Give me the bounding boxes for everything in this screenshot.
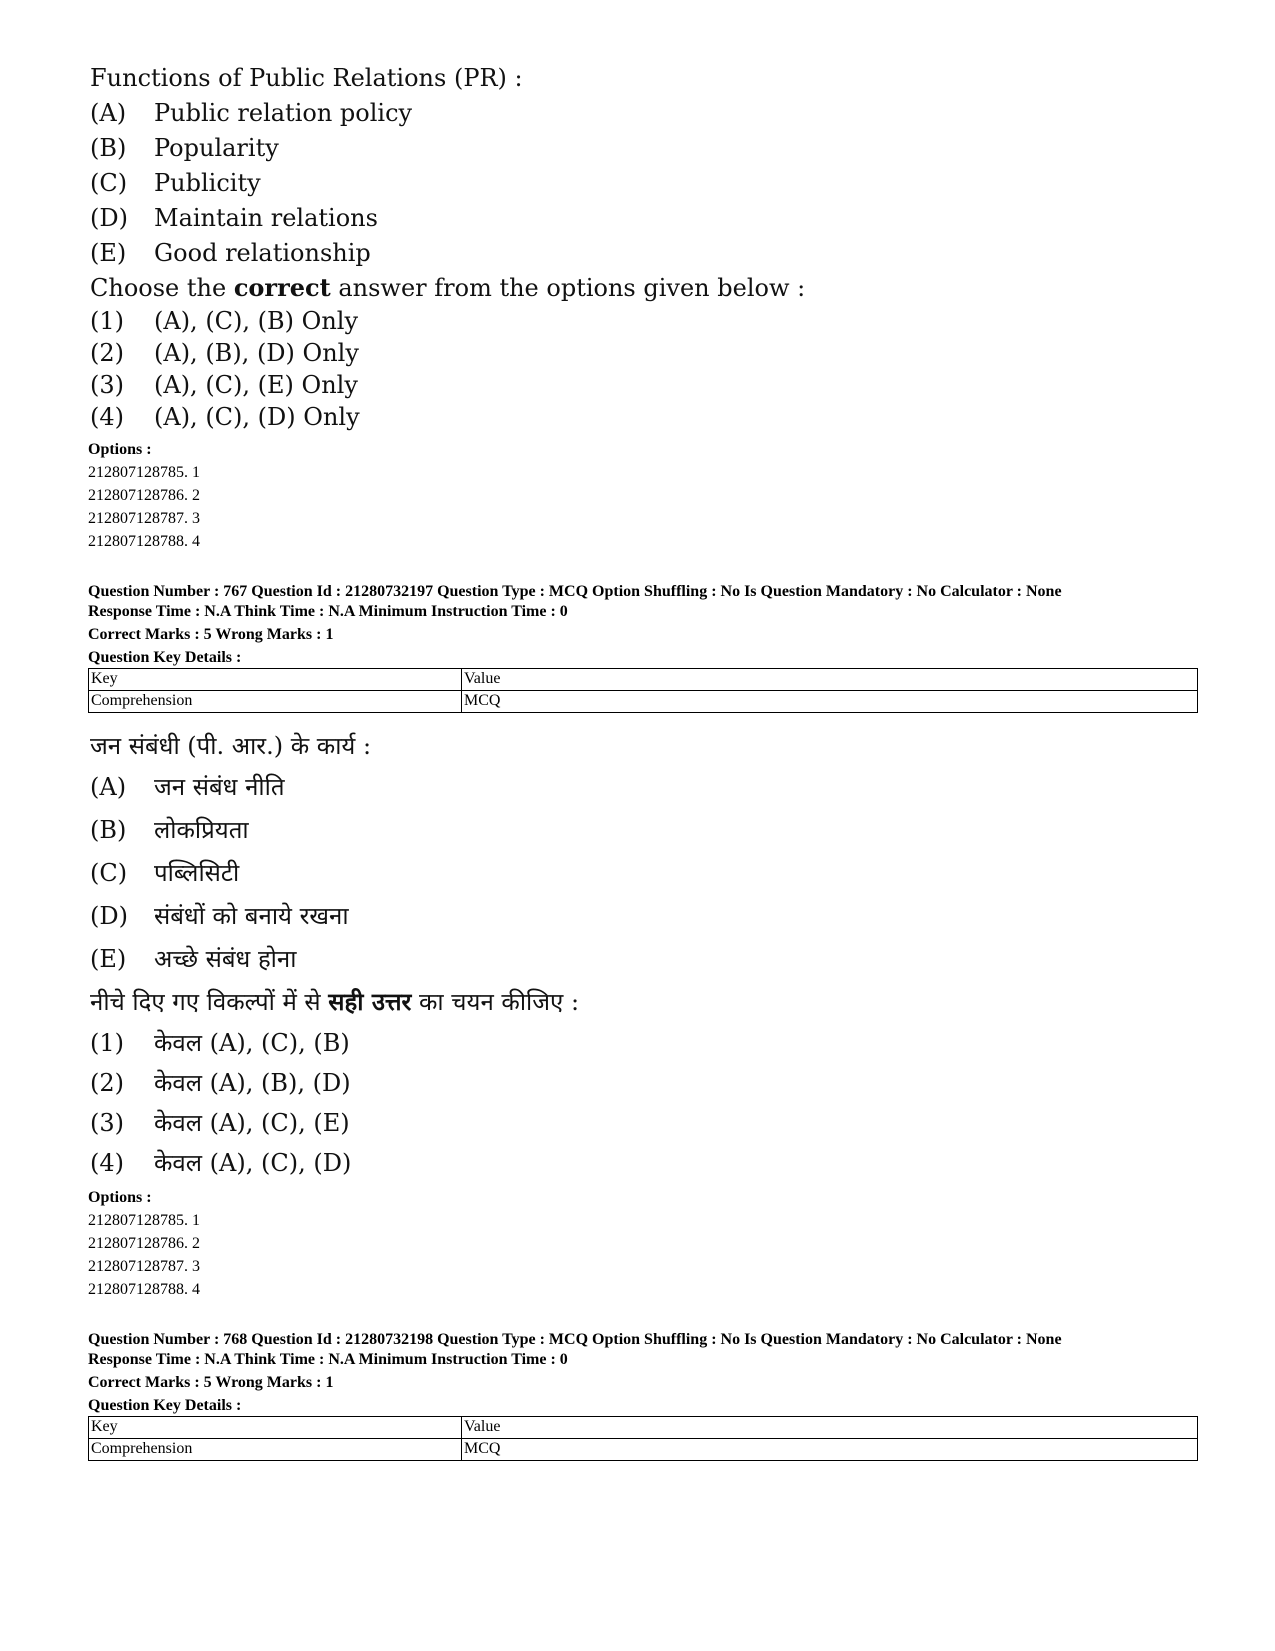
item-label: (E) <box>90 239 127 267</box>
answer-label: (4) <box>90 403 124 431</box>
choose-instruction <box>90 271 805 305</box>
item-text: Popularity <box>154 134 279 162</box>
question-766-body <box>90 60 805 433</box>
answer-label: (4) <box>90 1149 124 1177</box>
choose-pre: Choose the <box>90 274 234 302</box>
question-767-body <box>90 726 579 1183</box>
table-cell-value: MCQ <box>462 1439 1198 1461</box>
item-label: (E) <box>90 945 127 973</box>
response-time-line: Response Time : N.A Think Time : N.A Minimum Instruction Time : 0 <box>88 603 568 620</box>
question-title: Functions of Public Relations (PR) : <box>90 64 523 92</box>
options-header: Options : <box>88 441 152 458</box>
choose-bold: correct <box>233 273 331 302</box>
option-id: 212807128786. 2 <box>88 487 200 504</box>
option-id: 212807128787. 3 <box>88 510 200 527</box>
answer-text: (A), (C), (E) Only <box>154 371 358 399</box>
key-details-label: Question Key Details : <box>88 649 242 666</box>
table-cell-key: Comprehension <box>89 691 462 713</box>
answer-label: (3) <box>90 371 124 399</box>
item-label: (B) <box>90 134 127 162</box>
answer-label: (2) <box>90 339 124 367</box>
item-label: (C) <box>90 859 128 887</box>
statement-item <box>90 852 579 895</box>
answer-choice <box>90 369 805 401</box>
statement-item <box>90 96 805 131</box>
table-cell-value: MCQ <box>462 691 1198 713</box>
statement-item <box>90 236 805 271</box>
option-id: 212807128787. 3 <box>88 1258 200 1275</box>
statement-item <box>90 201 805 236</box>
table-header-value: Value <box>462 1417 1198 1439</box>
item-text: जन संबंध नीति <box>154 773 285 801</box>
item-text: संबंधों को बनाये रखना <box>154 902 349 930</box>
answer-text: केवल (A), (C), (D) <box>154 1149 352 1177</box>
item-label: (A) <box>90 773 127 801</box>
question-number-line: Question Number : 768 Question Id : 21280732198 Question Type : MCQ Option Shuffling : No Is Question Mandatory : No Calculator : None <box>88 1331 1062 1348</box>
table-header-row <box>89 669 1198 691</box>
question-title: जन संबंधी (पी. आर.) के कार्य : <box>90 732 372 760</box>
question-key-table <box>88 1416 1198 1461</box>
answer-text: (A), (B), (D) Only <box>154 339 359 367</box>
statement-item <box>90 131 805 166</box>
options-list-766 <box>88 438 1198 553</box>
answer-label: (1) <box>90 307 124 335</box>
item-label: (D) <box>90 204 128 232</box>
statement-item <box>90 166 805 201</box>
table-cell-key: Comprehension <box>89 1439 462 1461</box>
item-label: (A) <box>90 99 127 127</box>
item-text: पब्लिसिटी <box>154 859 240 887</box>
question-number-line: Question Number : 767 Question Id : 21280732197 Question Type : MCQ Option Shuffling : No Is Question Mandatory : No Calculator : None <box>88 583 1062 600</box>
marks-line: Correct Marks : 5 Wrong Marks : 1 <box>88 626 334 643</box>
answer-text: केवल (A), (C), (E) <box>154 1109 350 1137</box>
answer-label: (1) <box>90 1029 124 1057</box>
options-list-767 <box>88 1186 1198 1301</box>
answer-choice <box>90 401 805 433</box>
option-id: 212807128788. 4 <box>88 1281 200 1298</box>
table-header-value: Value <box>462 669 1198 691</box>
option-id: 212807128785. 1 <box>88 464 200 481</box>
choose-instruction <box>90 981 579 1023</box>
answer-choice <box>90 1023 579 1063</box>
answer-choice <box>90 305 805 337</box>
choose-post: का चयन कीजिए : <box>411 988 580 1016</box>
item-label: (B) <box>90 816 127 844</box>
question-767-meta <box>88 582 1198 713</box>
key-details-label: Question Key Details : <box>88 1397 242 1414</box>
statement-item <box>90 938 579 981</box>
answer-choice <box>90 1103 579 1143</box>
table-row <box>89 1439 1198 1461</box>
item-text: अच्छे संबंध होना <box>154 945 297 973</box>
item-text: Public relation policy <box>154 99 413 127</box>
choose-pre: नीचे दिए गए विकल्पों में से <box>90 988 329 1016</box>
answer-choice <box>90 1143 579 1183</box>
table-row <box>89 691 1198 713</box>
options-header: Options : <box>88 1189 152 1206</box>
table-header-key: Key <box>89 1417 462 1439</box>
option-id: 212807128786. 2 <box>88 1235 200 1252</box>
question-key-table <box>88 668 1198 713</box>
statement-item <box>90 809 579 852</box>
statement-item <box>90 766 579 809</box>
item-label: (D) <box>90 902 128 930</box>
answer-choice <box>90 1063 579 1103</box>
statement-item <box>90 895 579 938</box>
table-header-key: Key <box>89 669 462 691</box>
answer-text: केवल (A), (B), (D) <box>154 1069 351 1097</box>
marks-line: Correct Marks : 5 Wrong Marks : 1 <box>88 1374 334 1391</box>
answer-label: (2) <box>90 1069 124 1097</box>
response-time-line: Response Time : N.A Think Time : N.A Minimum Instruction Time : 0 <box>88 1351 568 1368</box>
option-id: 212807128788. 4 <box>88 533 200 550</box>
answer-text: केवल (A), (C), (B) <box>154 1029 350 1057</box>
item-text: Good relationship <box>154 239 371 267</box>
answer-label: (3) <box>90 1109 124 1137</box>
answer-choice <box>90 337 805 369</box>
answer-text: (A), (C), (D) Only <box>154 403 360 431</box>
option-id: 212807128785. 1 <box>88 1212 200 1229</box>
choose-bold: सही उत्तर <box>328 987 412 1016</box>
item-text: Maintain relations <box>154 204 378 232</box>
table-header-row <box>89 1417 1198 1439</box>
answer-text: (A), (C), (B) Only <box>154 307 359 335</box>
item-text: लोकप्रियता <box>154 816 249 844</box>
item-text: Publicity <box>154 169 261 197</box>
question-768-meta <box>88 1330 1198 1461</box>
choose-post: answer from the options given below : <box>330 274 806 302</box>
item-label: (C) <box>90 169 128 197</box>
